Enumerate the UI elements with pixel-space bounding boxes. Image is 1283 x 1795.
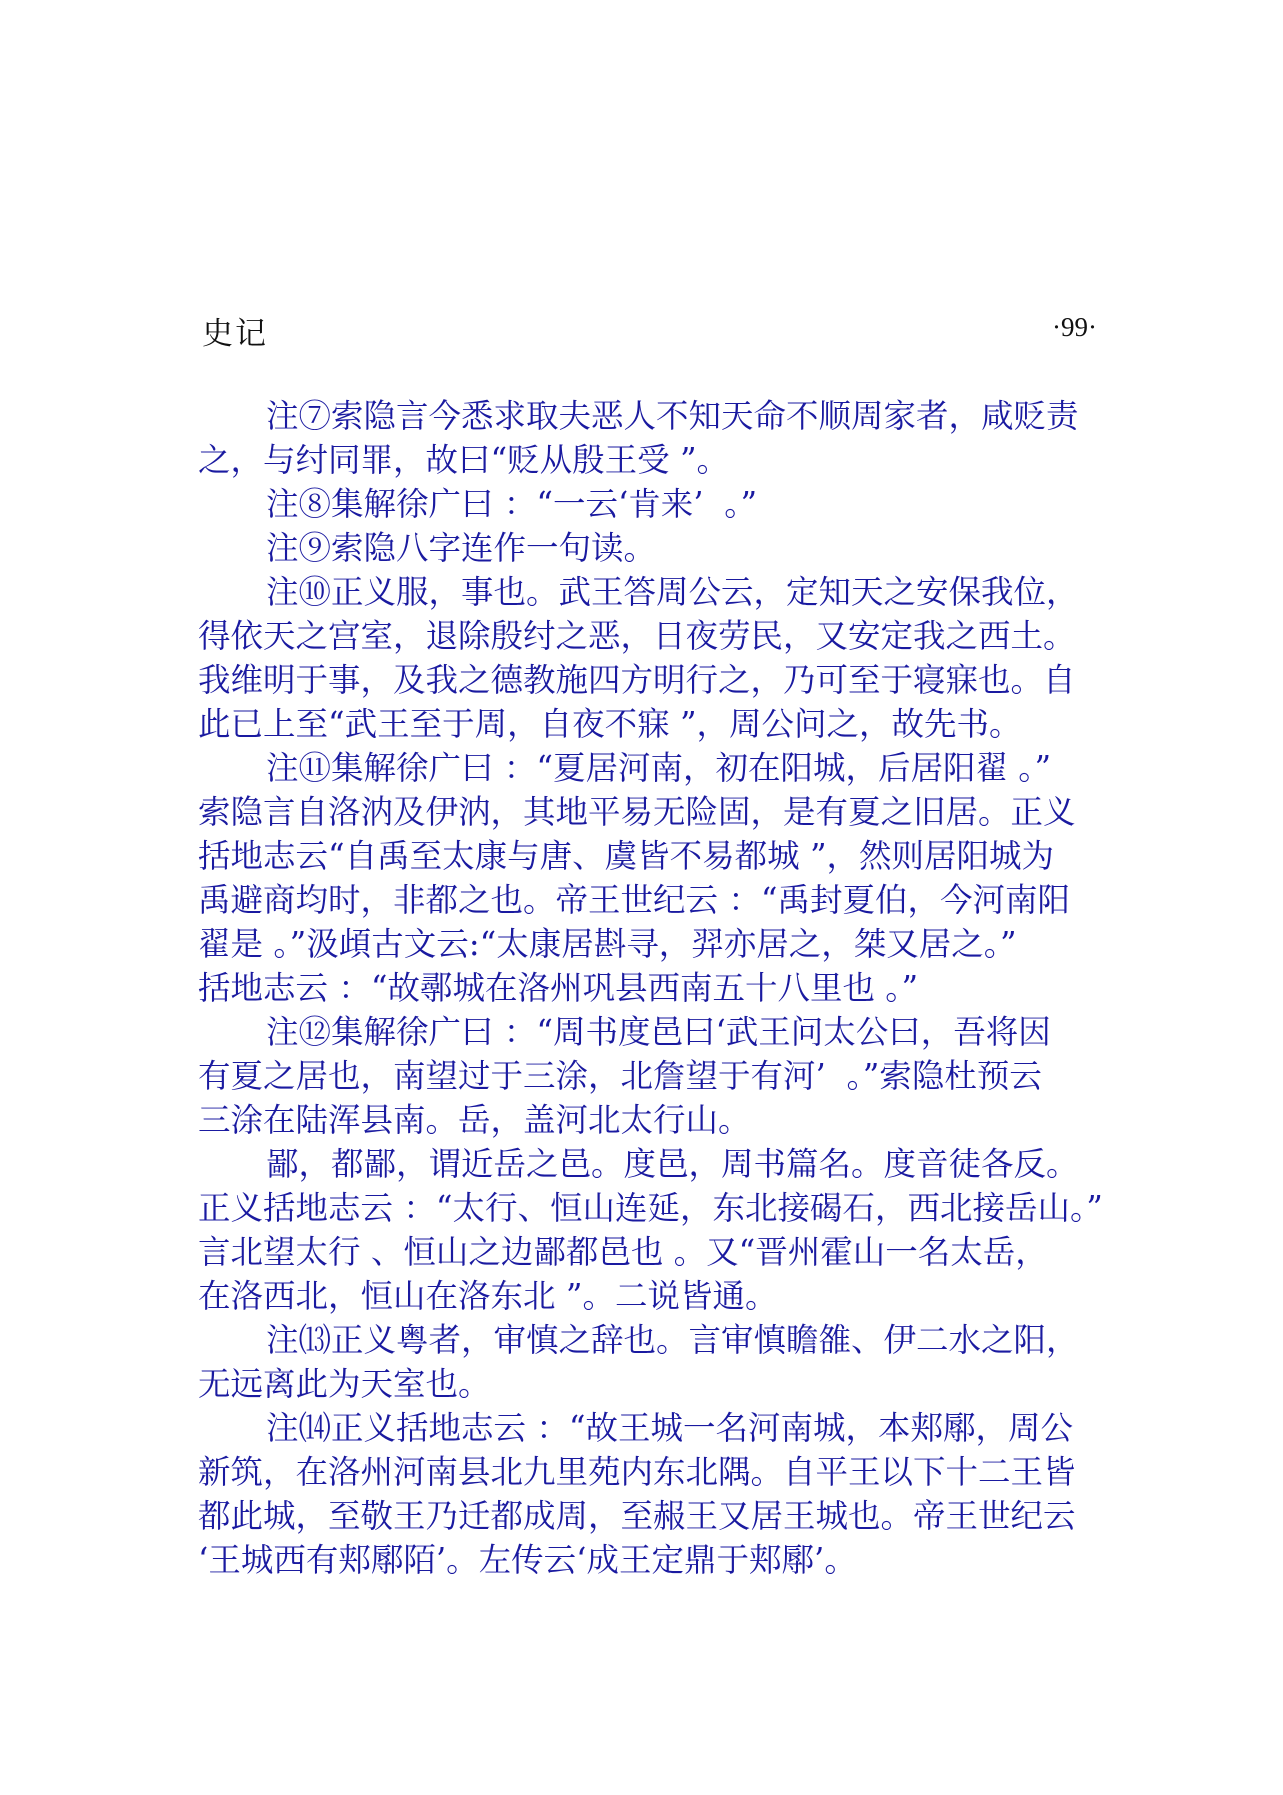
text-line: 新筑，在洛州河南县北九里苑内东北隅。自平王以下十二王皆 xyxy=(198,1453,1076,1491)
text-line: 翟是 。”汲頉古文云:“太康居斟寻，羿亦居之，桀又居之。” xyxy=(198,925,1017,963)
text-line: 注⑦索隐言今悉求取夫恶人不知天命不顺周家者，咸贬责 xyxy=(266,397,1079,435)
book-title: 史记 xyxy=(202,316,268,352)
text-line: 括地志云“自禹至太康与唐、虞皆不易都城 ”，然则居阳城为 xyxy=(198,837,1055,875)
text-line: 注⑧集解徐广曰 ：“一云‘肯来’ 。” xyxy=(266,485,758,523)
text-line: 在洛西北，恒山在洛东北 ”。二说皆通。 xyxy=(198,1277,778,1315)
text-line: 索隐言自洛汭及伊汭，其地平易无险固，是有夏之旧居。正义 xyxy=(198,793,1076,831)
page-number: ·99· xyxy=(1052,312,1097,342)
text-line: 注⑪集解徐广曰 ：“夏居河南，初在阳城，后居阳翟 。” xyxy=(266,749,1052,787)
text-line: 此已上至“武王至于周，自夜不寐 ”，周公问之，故先书。 xyxy=(198,705,1022,743)
text-line: 注⒁正义括地志云 ：“故王城一名河南城，本郏鄏，周公 xyxy=(266,1409,1073,1447)
page-header xyxy=(202,308,1097,358)
text-line: 注⑫集解徐广曰 ：“周书度邑曰‘武王问太公曰，吾将因 xyxy=(266,1013,1051,1051)
text-line: 鄙，都鄙，谓近岳之邑。度邑，周书篇名。度音徒各反。 xyxy=(266,1145,1079,1183)
commentary-body xyxy=(198,394,1133,1582)
text-line: 注⑨索隐八字连作一句读。 xyxy=(266,529,657,567)
text-line: 都此城，至敬王乃迁都成周，至赧王又居王城也。帝王世纪云 xyxy=(198,1497,1076,1535)
text-line: 有夏之居也，南望过于三涂，北詹望于有河’ 。”索隐杜预云 xyxy=(198,1057,1042,1095)
text-line: 三涂在陆浑县南。岳，盖河北太行山。 xyxy=(198,1101,751,1139)
text-line: ‘王城西有郏鄏陌’。左传云‘成王定鼎于郏鄏’。 xyxy=(198,1541,857,1579)
text-line: 无远离此为天室也。 xyxy=(198,1365,491,1403)
text-line: 禹避商均时，非都之也。帝王世纪云 ：“禹封夏伯，今河南阳 xyxy=(198,881,1070,919)
text-line: 注⒀正义粤者，审慎之辞也。言审慎瞻雒、伊二水之阳， xyxy=(266,1321,1079,1359)
text-line: 正义括地志云 ：“太行、恒山连延，东北接碣石，西北接岳山。” xyxy=(198,1189,1103,1227)
text-line: 言北望太行 、恒山之边鄙都邑也 。又“晋州霍山一名太岳， xyxy=(198,1233,1048,1271)
text-line: 注⑩正义服，事也。武王答周公云，定知天之安保我位， xyxy=(266,573,1079,611)
text-line: 之，与纣同罪，故曰“贬从殷王受 ”。 xyxy=(198,441,730,479)
text-line: 我维明于事，及我之德教施四方明行之，乃可至于寝寐也。自 xyxy=(198,661,1076,699)
text-line: 得依天之宫室，退除殷纣之恶，日夜劳民，又安定我之西土。 xyxy=(198,617,1076,655)
text-line: 括地志云 ：“故鄩城在洛州巩县西南五十八里也 。” xyxy=(198,969,919,1007)
